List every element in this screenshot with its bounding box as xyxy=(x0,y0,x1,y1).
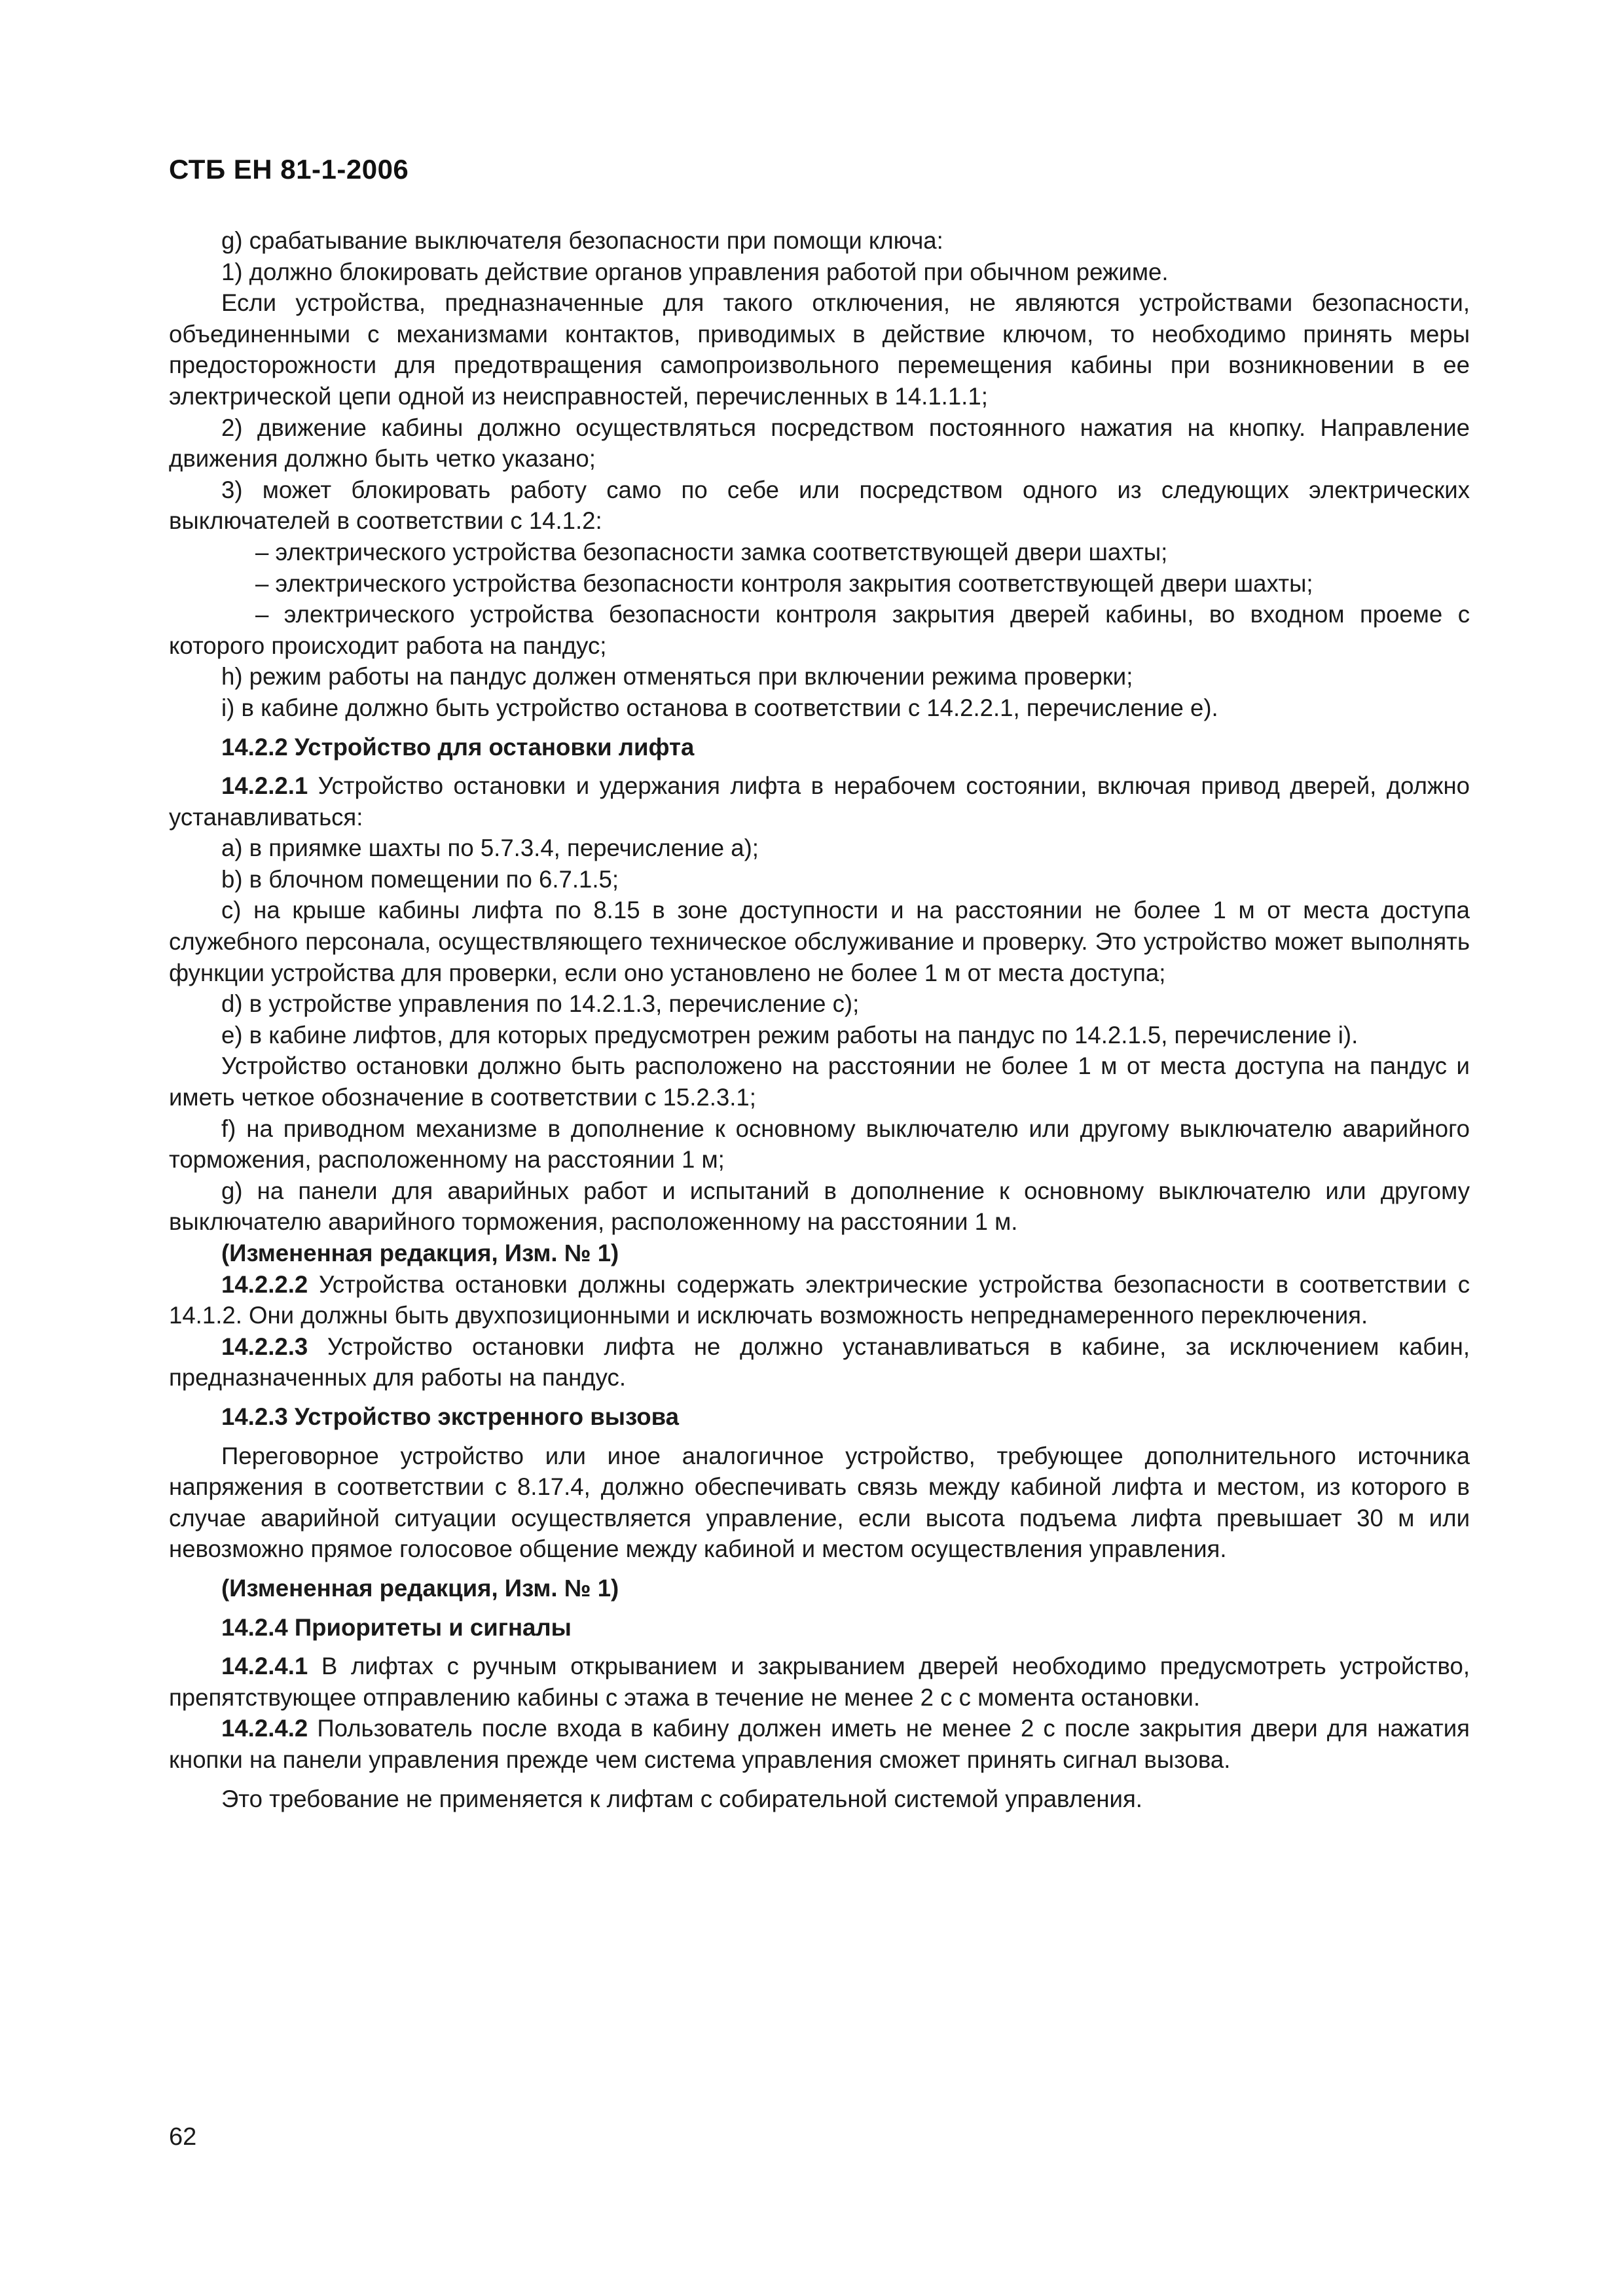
paragraph xyxy=(169,1269,1470,1331)
paragraph: f) на приводном механизме в дополнение к основному выключателю или другому выключателю аварийного торможения, расположенному на расстоянии 1 м; xyxy=(169,1115,1470,1174)
paragraph: h) режим работы на пандус должен отменяться при включении режима проверки; xyxy=(221,663,1133,691)
list-item: – электрического устройства безопасности замка соответствующей двери шахты; xyxy=(255,538,1168,565)
paragraph: g) на панели для аварийных работ и испытаний в дополнение к основному выключателю или другому выключателю аварийного торможения, расположенному на расстоянии 1 м. xyxy=(169,1177,1470,1236)
paragraph: а) в приямке шахты по 5.7.3.4, перечисление а); xyxy=(221,834,759,862)
clause-number: 14.2.2.2 xyxy=(221,1270,308,1298)
paragraph: Если устройства, предназначенные для такого отключения, не являются устройствами безопасности, объединенными с механизмами контактов, приводимых в действие ключом, то необходимо принять меры предосторожности для предотвращения самопроизвольного перемещения кабины при возникновении в ее электрической цепи одной из неисправностей, перечисленных в 14.1.1.1; xyxy=(169,289,1470,410)
paragraph: 1) должно блокировать действие органов управления работой при обычном режиме. xyxy=(221,258,1169,285)
paragraph: Это требование не применяется к лифтам с собирательной системой управления. xyxy=(221,1785,1142,1812)
amendment-note: (Измененная редакция, Изм. № 1) xyxy=(221,1240,619,1266)
section-heading: 14.2.4 Приоритеты и сигналы xyxy=(221,1613,572,1641)
clause-text: Устройство остановки и удержания лифта в нерабочем состоянии, включая привод дверей, должно устанавливаться: xyxy=(169,772,1470,831)
paragraph: b) в блочном помещении по 6.7.1.5; xyxy=(221,865,619,893)
paragraph: Переговорное устройство или иное аналогичное устройство, требующее дополнительного источника напряжения в соответствии с 8.17.4, должно обеспечивать связь между кабиной лифта и местом, из которого в случае аварийной ситуации осуществляется управление, если высота подъема лифта превышает 30 м или невозможно прямое голосовое общение между кабиной и местом осуществления управления. xyxy=(169,1442,1470,1563)
document-body xyxy=(169,225,1470,1814)
clause-number: 14.2.2.3 xyxy=(221,1333,308,1360)
paragraph: 3) может блокировать работу само по себе или посредством одного из следующих электрических выключателей в соответствии с 14.1.2: xyxy=(169,476,1470,535)
clause-number: 14.2.4.1 xyxy=(221,1653,308,1680)
paragraph: i) в кабине должно быть устройство останова в соответствии с 14.2.2.1, перечисление е). xyxy=(221,694,1218,721)
clause-text: Пользователь после входа в кабину должен иметь не менее 2 с после закрытия двери для нажатия кнопки на панели управления прежде чем система управления сможет принять сигнал вызова. xyxy=(169,1715,1470,1773)
list-item: – электрического устройства безопасности контроля закрытия соответствующей двери шахты; xyxy=(255,569,1313,597)
paragraph: е) в кабине лифтов, для которых предусмотрен режим работы на пандус по 14.2.1.5, перечисление i). xyxy=(221,1021,1359,1049)
paragraph xyxy=(169,1713,1470,1775)
paragraph xyxy=(169,1651,1470,1713)
clause-text: Устройство остановки лифта не должно устанавливаться в кабине, за исключением кабин, предназначенных для работы на пандус. xyxy=(169,1333,1470,1391)
paragraph: d) в устройстве управления по 14.2.1.3, перечисление с); xyxy=(221,990,860,1018)
paragraph: g) срабатывание выключателя безопасности при помощи ключа: xyxy=(221,227,943,254)
amendment-note: (Измененная редакция, Изм. № 1) xyxy=(221,1574,619,1602)
paragraph: с) на крыше кабины лифта по 8.15 в зоне доступности и на расстоянии не более 1 м от места доступа служебного персонала, осуществляющего техническое обслуживание и проверку. Это устройство может выполнять функции устройства для проверки, если оно установлено не более 1 м от места доступа; xyxy=(169,897,1470,986)
paragraph xyxy=(169,1331,1470,1393)
paragraph: Устройство остановки должно быть расположено на расстоянии не более 1 м от места доступа на пандус и иметь четкое обозначение в соответствии с 15.2.3.1; xyxy=(169,1052,1470,1111)
paragraph xyxy=(169,770,1470,833)
section-heading: 14.2.2 Устройство для остановки лифта xyxy=(221,733,695,761)
document-header: СТБ ЕН 81-1-2006 xyxy=(169,154,409,185)
section-heading: 14.2.3 Устройство экстренного вызова xyxy=(221,1403,679,1430)
clause-text: В лифтах с ручным открыванием и закрыванием дверей необходимо предусмотреть устройство, препятствующее отправлению кабины с этажа в течение не менее 2 с с момента остановки. xyxy=(169,1653,1470,1711)
paragraph: 2) движение кабины должно осуществляться посредством постоянного нажатия на кнопку. Направление движения должно быть четко указано; xyxy=(169,414,1470,473)
clause-number: 14.2.4.2 xyxy=(221,1715,308,1742)
clause-number: 14.2.2.1 xyxy=(221,772,308,800)
page-number: 62 xyxy=(169,2123,197,2151)
list-item: – электрического устройства безопасности контроля закрытия дверей кабины, во входном проеме с которого происходит работа на пандус; xyxy=(169,601,1470,659)
clause-text: Устройства остановки должны содержать электрические устройства безопасности в соответствии с 14.1.2. Они должны быть двухпозиционными и исключать возможность непреднамеренного переключения. xyxy=(169,1270,1470,1329)
